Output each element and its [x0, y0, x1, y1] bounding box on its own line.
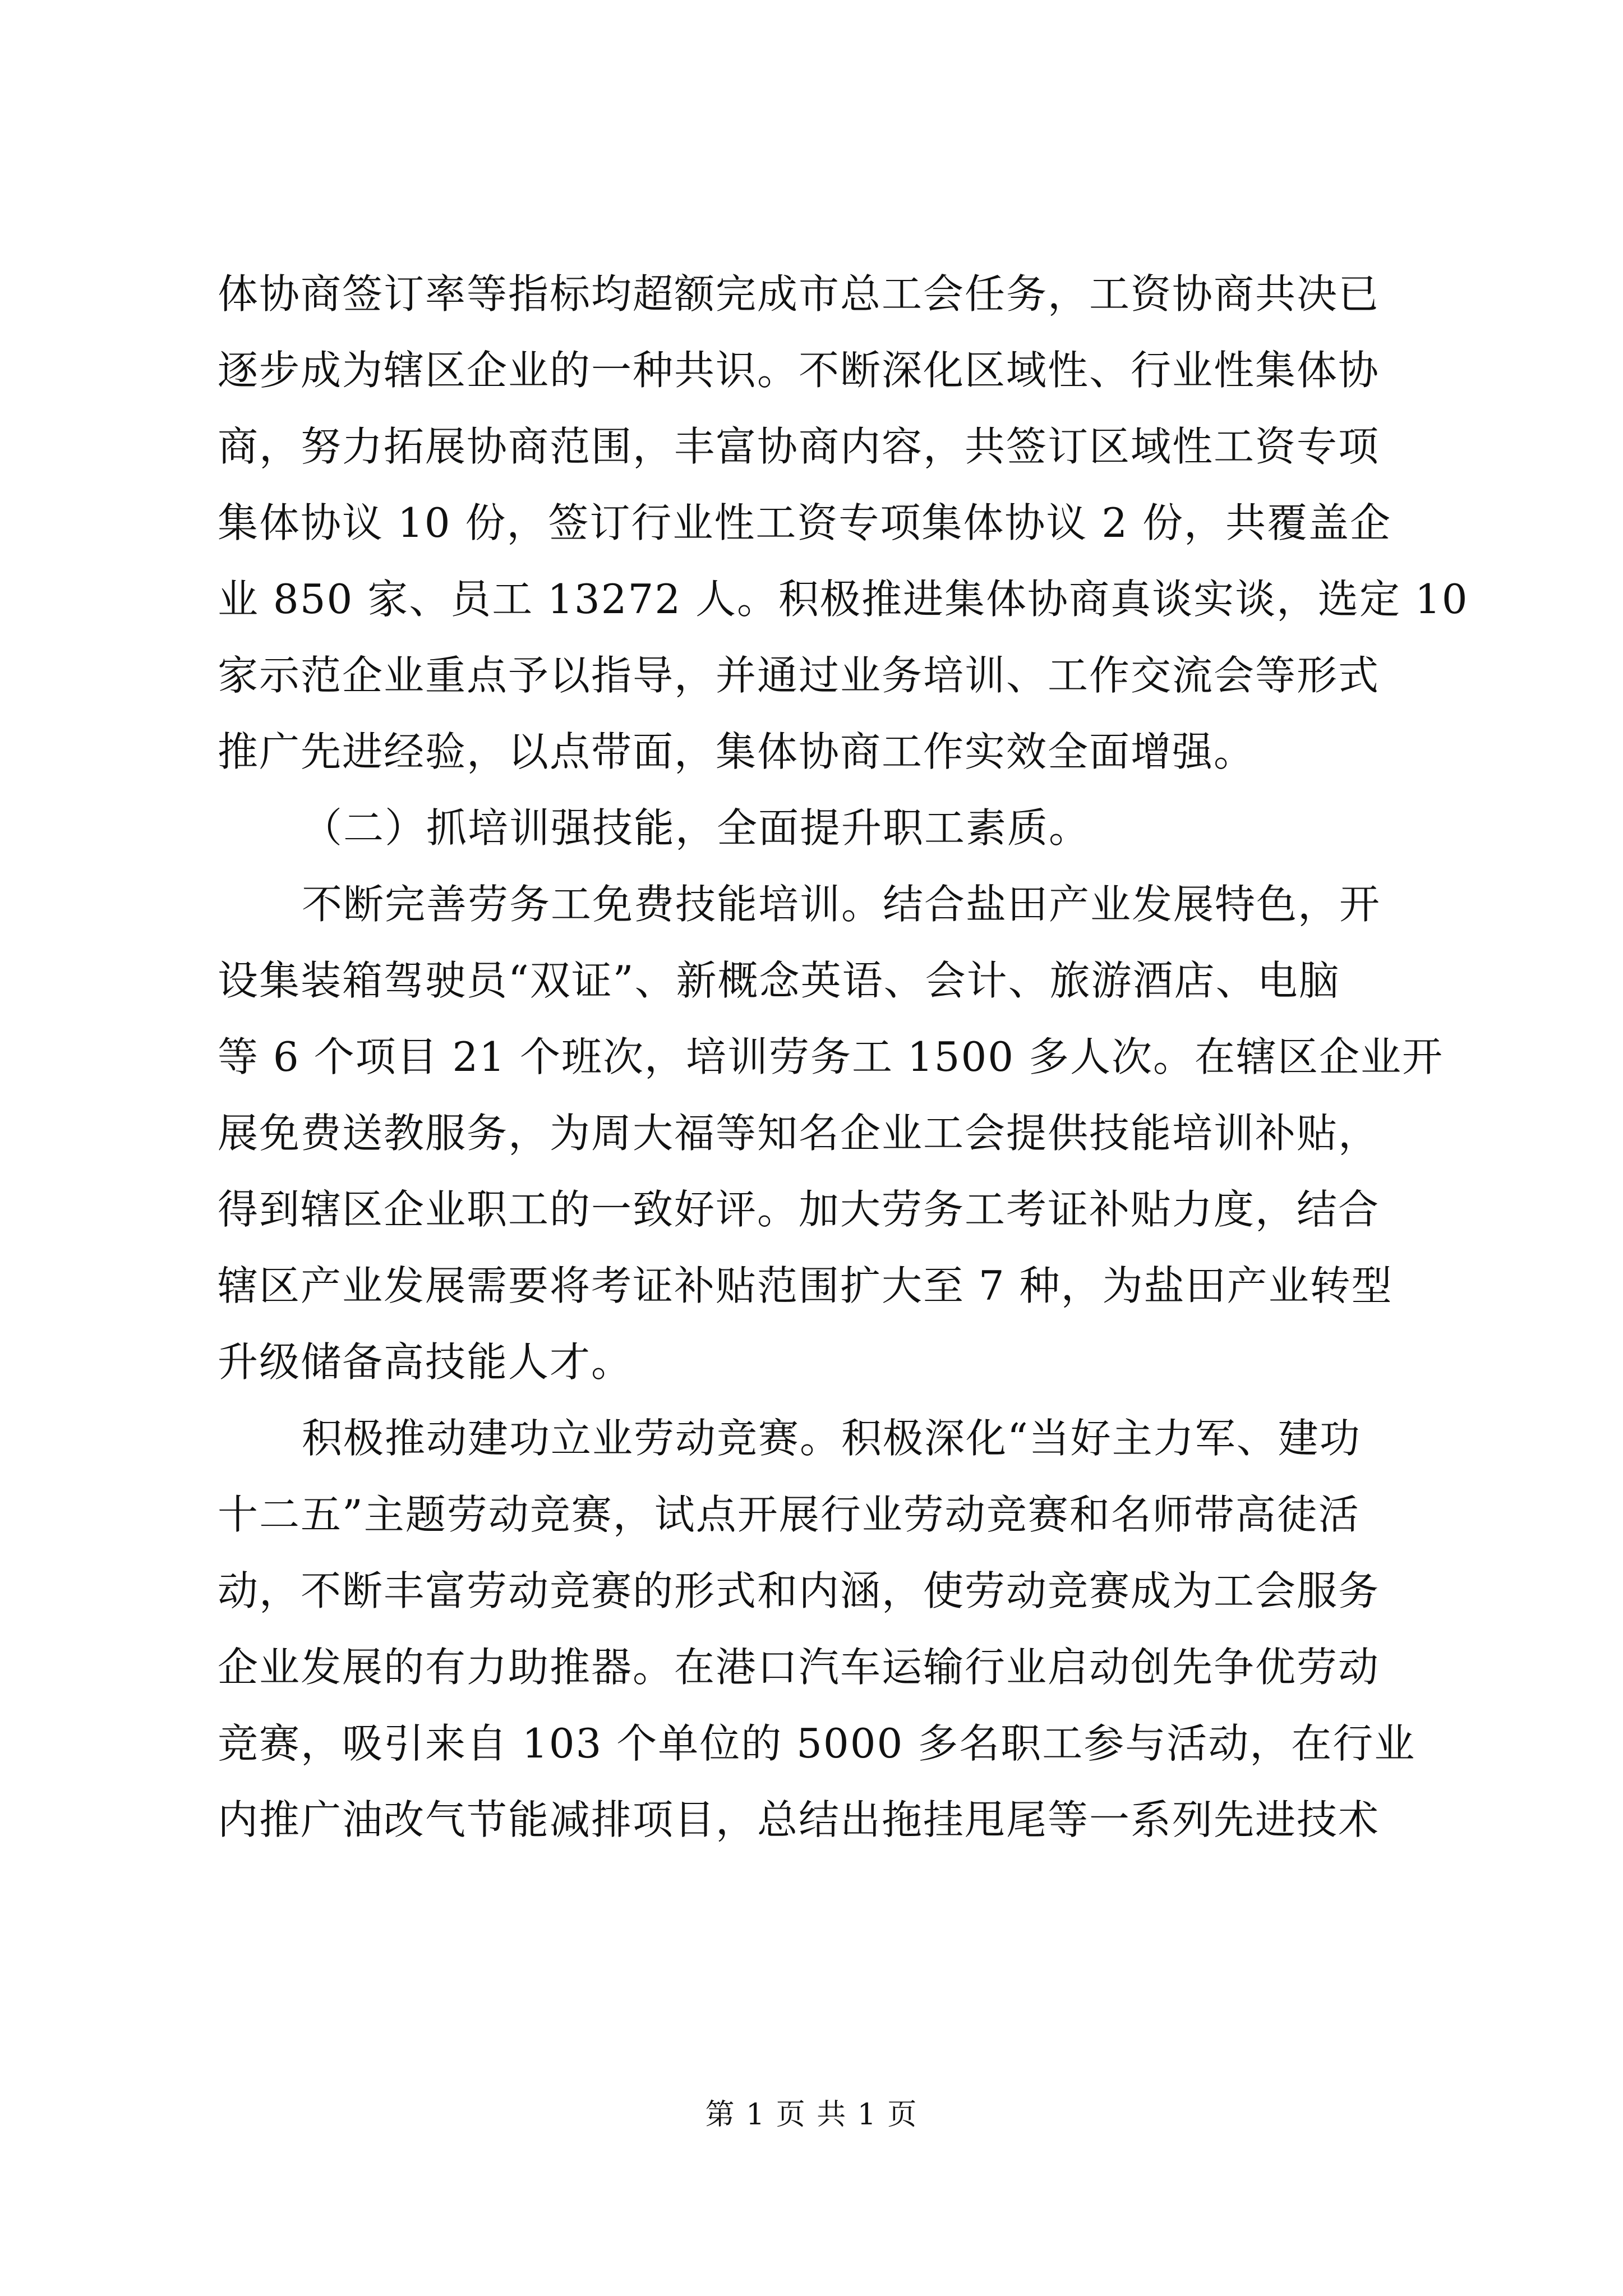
page-number-label: 第 1 页 共 1 页 [705, 2098, 918, 2132]
paragraph-line: 家示范企业重点予以指导，并通过业务培训、工作交流会等形式 [218, 652, 1380, 699]
paragraph-line: 内推广油改气节能减排项目，总结出拖挂甩尾等一系列先进技术 [218, 1796, 1380, 1843]
paragraph-line: 体协商签订率等指标均超额完成市总工会任务，工资协商共决已 [218, 270, 1380, 318]
paragraph-line: 业 850 家、员工 13272 人。积极推进集体协商真谈实谈，选定 10 [218, 576, 1469, 623]
paragraph-line: 得到辖区企业职工的一致好评。加大劳务工考证补贴力度，结合 [218, 1186, 1380, 1233]
document-body [218, 256, 1469, 1858]
paragraph-line: 不断完善劳务工免费技能培训。结合盐田产业发展特色，开 [302, 881, 1381, 928]
paragraph-line: 推广先进经验，以点带面，集体协商工作实效全面增强。 [218, 728, 1256, 775]
paragraph-line: 商，努力拓展协商范围，丰富协商内容，共签订区域性工资专项 [218, 423, 1380, 470]
paragraph-line: 竞赛，吸引来自 103 个单位的 5000 多名职工参与活动，在行业 [218, 1720, 1416, 1767]
paragraph-line: 积极推动建功立业劳动竞赛。积极深化“当好主力军、建功 [302, 1415, 1361, 1462]
paragraph-line: 升级储备高技能人才。 [218, 1338, 633, 1386]
paragraph-line: 动，不断丰富劳动竞赛的形式和内涵，使劳动竞赛成为工会服务 [218, 1567, 1380, 1614]
section-heading: （二）抓培训强技能，全面提升职工素质。 [302, 804, 1091, 852]
paragraph-line: 展免费送教服务，为周大福等知名企业工会提供技能培训补贴， [218, 1110, 1380, 1157]
page-footer [0, 2092, 1623, 2137]
paragraph-line: 十二五”主题劳动竞赛，试点开展行业劳动竞赛和名师带高徒活 [218, 1491, 1360, 1538]
paragraph-line: 设集装箱驾驶员“双证”、新概念英语、会计、旅游酒店、电脑 [218, 957, 1340, 1004]
paragraph-line: 逐步成为辖区企业的一种共识。不断深化区域性、行业性集体协 [218, 347, 1380, 394]
paragraph-line: 集体协议 10 份，签订行业性工资专项集体协议 2 份，共覆盖企 [218, 499, 1391, 546]
paragraph-line: 辖区产业发展需要将考证补贴范围扩大至 7 种，为盐田产业转型 [218, 1262, 1393, 1309]
paragraph-line: 企业发展的有力助推器。在港口汽车运输行业启动创先争优劳动 [218, 1644, 1380, 1691]
paragraph-line: 等 6 个项目 21 个班次，培训劳务工 1500 多人次。在辖区企业开 [218, 1033, 1444, 1080]
